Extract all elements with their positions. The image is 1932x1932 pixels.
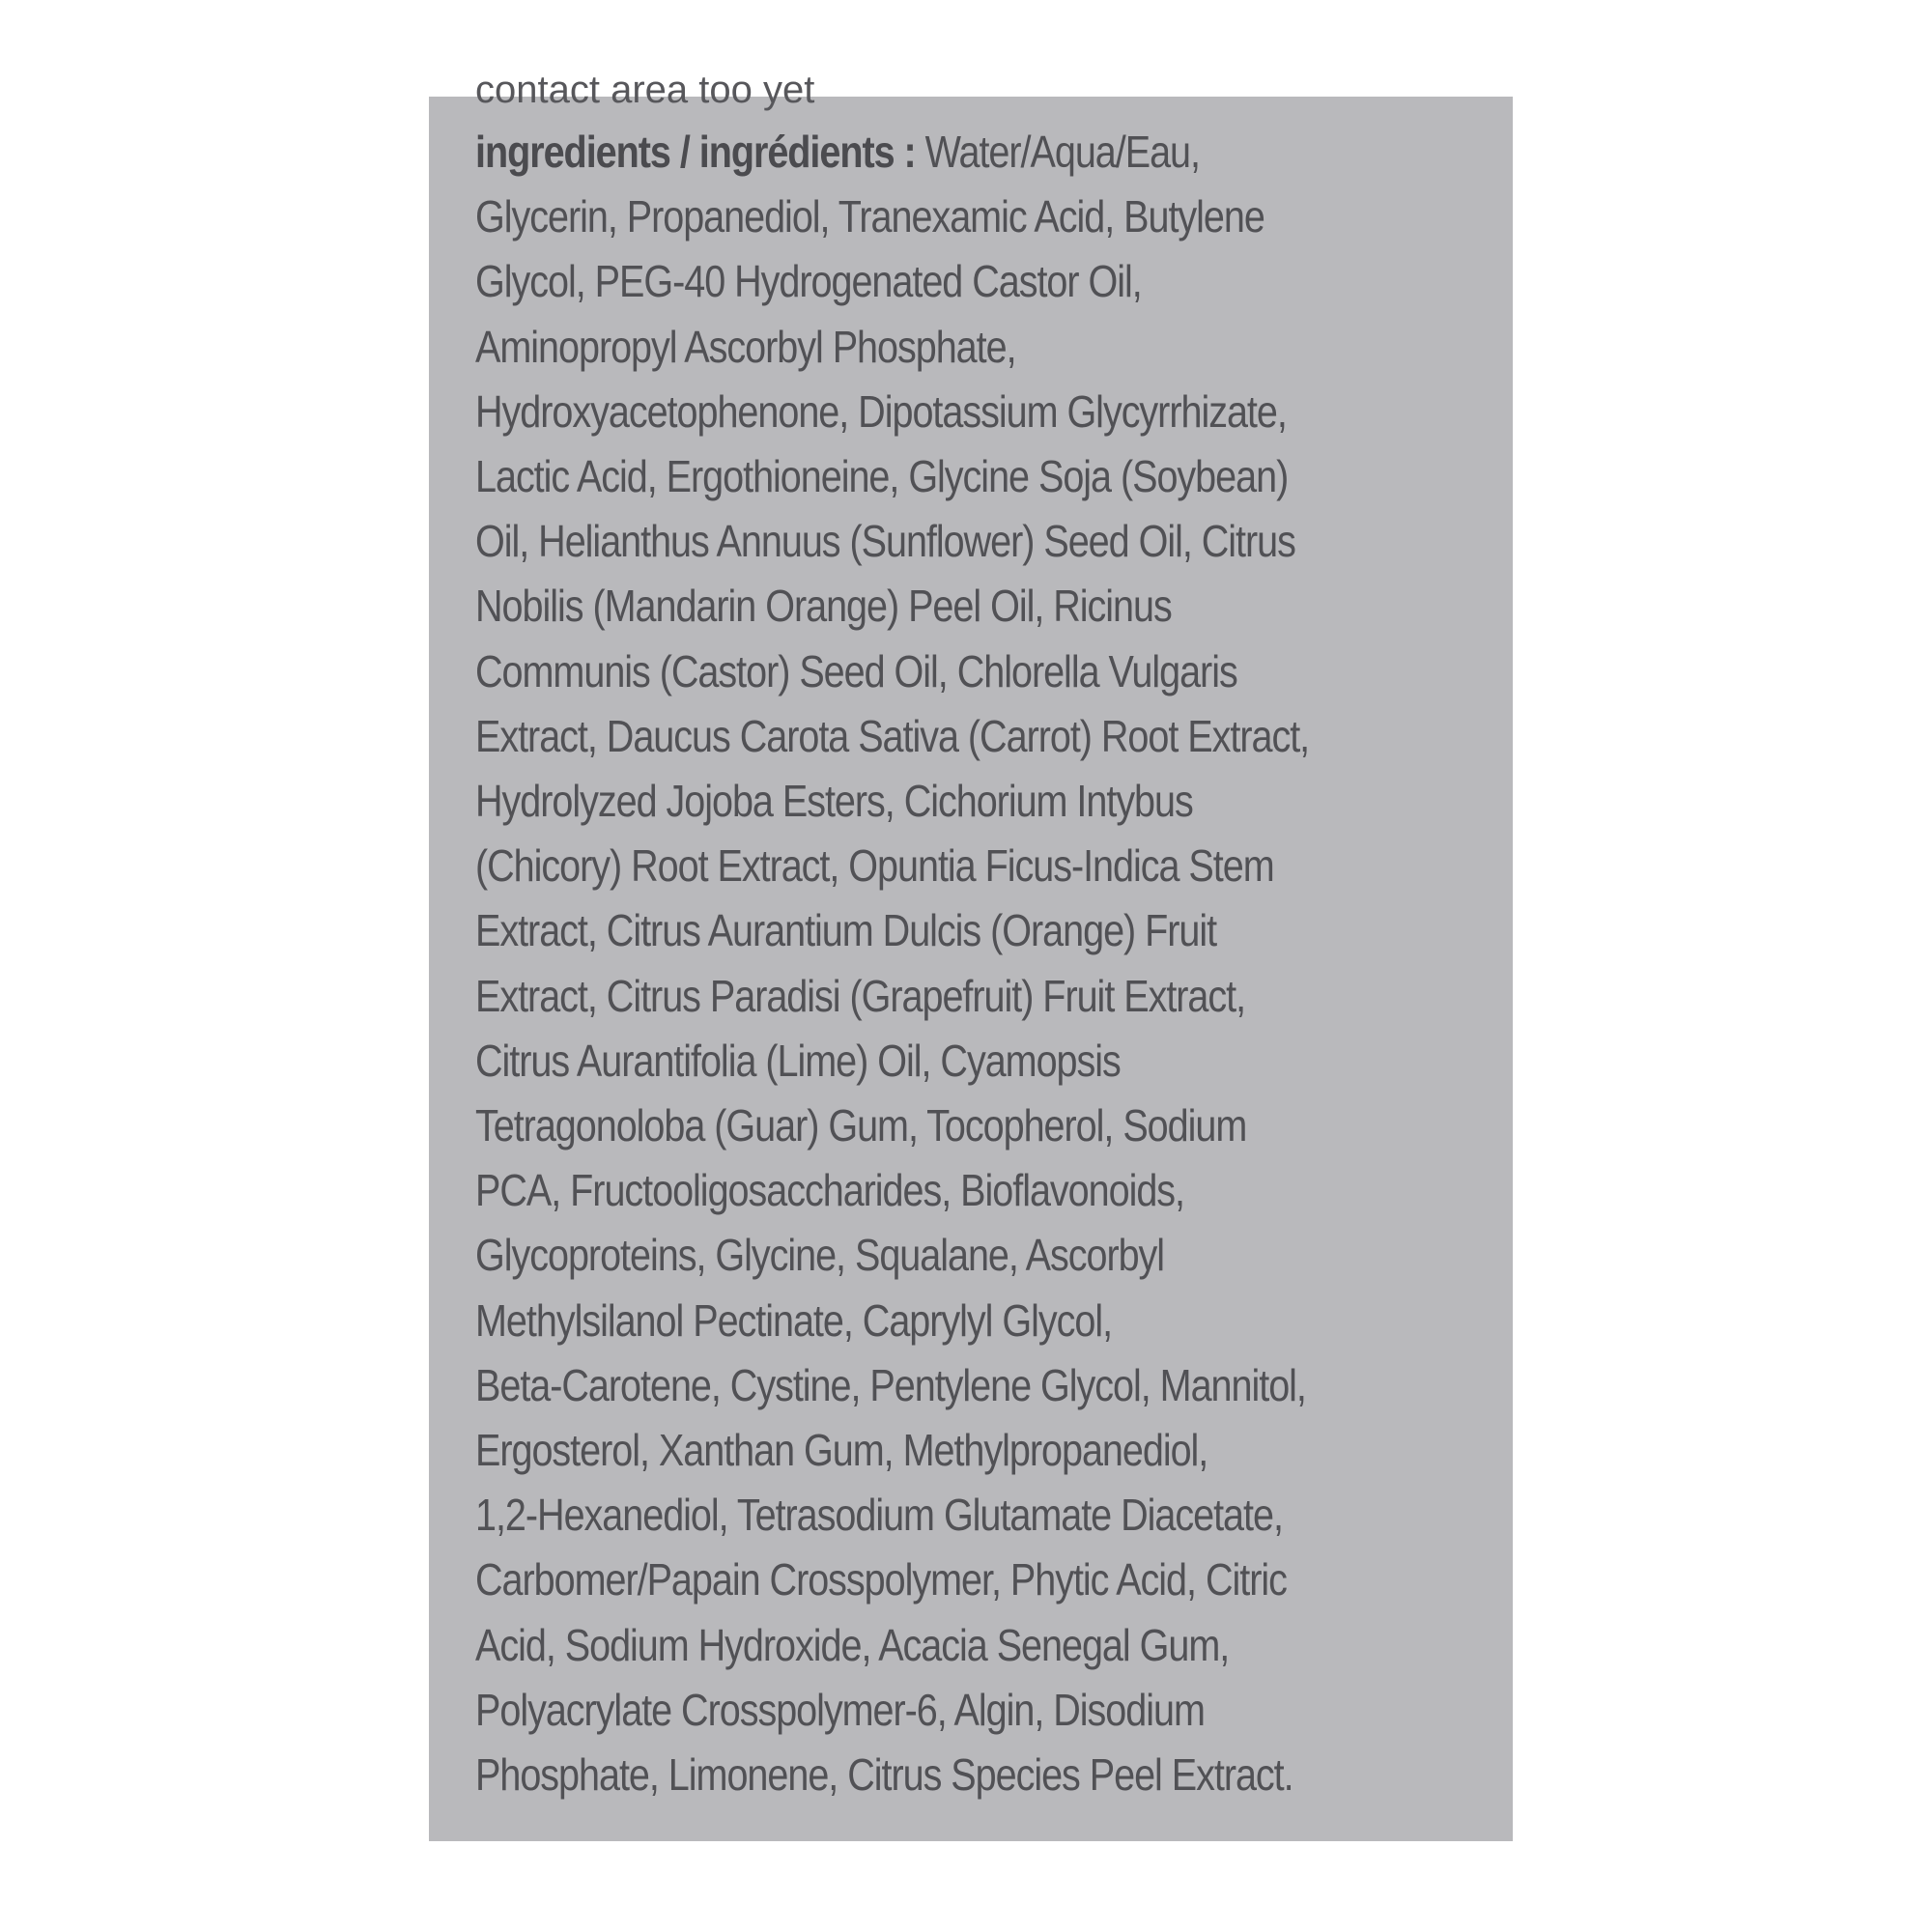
ingredients-line: 1,2-Hexanediol, Tetrasodium Glutamate Diacetate,	[475, 1490, 1283, 1541]
ingredients-line: Communis (Castor) Seed Oil, Chlorella Vulgaris	[475, 645, 1237, 696]
ingredients-line: Hydroxyacetophenone, Dipotassium Glycyrrhizate,	[475, 385, 1287, 437]
ingredients-line: Glycerin, Propanediol, Tranexamic Acid, Butylene	[475, 191, 1264, 242]
ingredients-heading: ingredients / ingrédients :	[475, 127, 916, 177]
ingredients-list	[475, 120, 1348, 1807]
ingredients-line: Nobilis (Mandarin Orange) Peel Oil, Ricinus	[475, 581, 1172, 632]
ingredients-line: Glycoproteins, Glycine, Squalane, Ascorbyl	[475, 1230, 1165, 1281]
ingredients-line: Polyacrylate Crosspolymer-6, Algin, Disodium	[475, 1684, 1205, 1735]
ingredients-line: Glycol, PEG-40 Hydrogenated Castor Oil,	[475, 256, 1142, 307]
ingredients-line: Methylsilanol Pectinate, Caprylyl Glycol,	[475, 1294, 1113, 1346]
ingredients-line: Extract, Daucus Carota Sativa (Carrot) Root Extract,	[475, 710, 1310, 761]
ingredients-line	[475, 120, 1348, 185]
ingredients-line: Carbomer/Papain Crosspolymer, Phytic Acid, Citric	[475, 1554, 1287, 1605]
ingredients-line: Acid, Sodium Hydroxide, Acacia Senegal Gum,	[475, 1619, 1230, 1670]
ingredients-line: Citrus Aurantifolia (Lime) Oil, Cyamopsis	[475, 1035, 1121, 1086]
ingredients-line: Tetragonoloba (Guar) Gum, Tocopherol, Sodium	[475, 1100, 1247, 1151]
ingredients-line: Lactic Acid, Ergothioneine, Glycine Soja (Soybean)	[475, 451, 1289, 502]
ingredients-line: Aminopropyl Ascorbyl Phosphate,	[475, 321, 1016, 372]
ingredients-line-text: Water/Aqua/Eau,	[915, 127, 1200, 177]
ingredients-line: Hydrolyzed Jojoba Esters, Cichorium Intybus	[475, 776, 1193, 827]
ingredients-line: PCA, Fructooligosaccharides, Bioflavonoids,	[475, 1165, 1185, 1216]
cutoff-text-line: contact area too yet	[475, 69, 815, 111]
ingredients-line: (Chicory) Root Extract, Opuntia Ficus-Indica Stem	[475, 840, 1274, 892]
ingredients-line: Oil, Helianthus Annuus (Sunflower) Seed Oil, Citrus	[475, 516, 1295, 567]
ingredients-line: Extract, Citrus Aurantium Dulcis (Orange) Fruit	[475, 905, 1217, 956]
ingredients-label-panel	[429, 69, 1513, 1841]
ingredients-line: Phosphate, Limonene, Citrus Species Peel Extract.	[475, 1749, 1293, 1801]
ingredients-line: Ergosterol, Xanthan Gum, Methylpropanediol,	[475, 1425, 1208, 1476]
ingredients-line: Extract, Citrus Paradisi (Grapefruit) Fruit Extract,	[475, 970, 1246, 1021]
ingredients-line: Beta-Carotene, Cystine, Pentylene Glycol, Mannitol,	[475, 1359, 1306, 1410]
